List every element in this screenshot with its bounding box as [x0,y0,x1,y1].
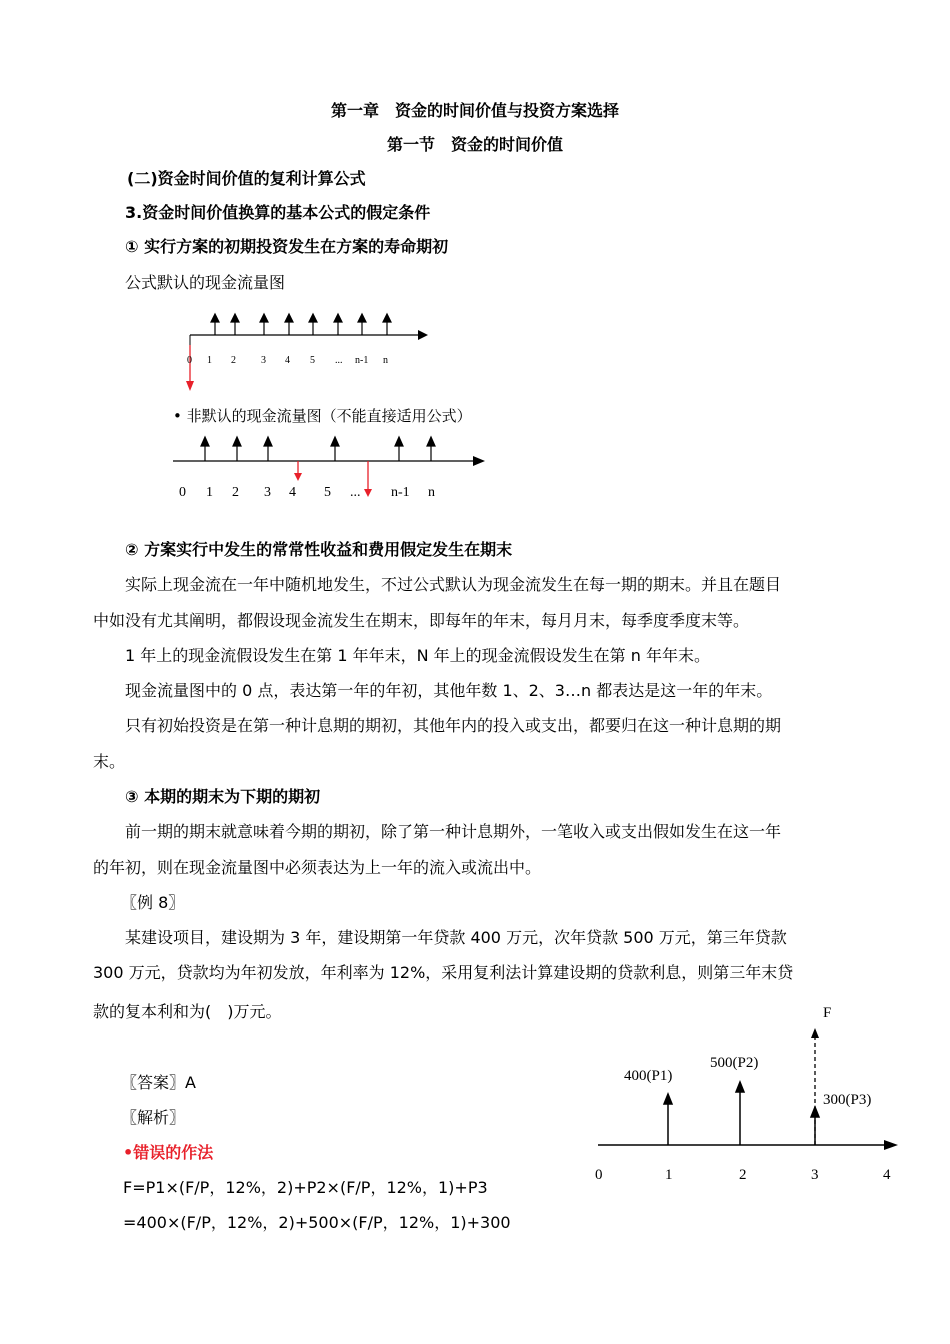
cash-flow-diagrams [165,305,505,505]
default-tick-label: 0 [187,355,192,366]
example-label: 〖例 8〗 [121,893,185,912]
example-up-arrows [664,1082,819,1145]
non-default-tick-label: 3 [264,485,271,500]
default-tick-label: ... [335,355,343,366]
chapter-title: 第一章 资金的时间价值与投资方案选择 [330,101,619,120]
default-tick-label: 5 [310,355,315,366]
default-tick-label: 3 [261,355,266,366]
item-3-heading: ③ 本期的期末为下期的期初 [125,787,321,806]
non-default-up-arrows [201,437,435,461]
future-value-label: F [823,1005,832,1021]
heading-assumption: 3.资金时间价值换算的基本公式的假定条件 [125,203,431,222]
formula-line-1: F=P1×(F/P，12%，2)+P2×(F/P，12%，1)+P3 [123,1178,488,1197]
non-default-axis-arrowhead [473,456,485,466]
non-default-caption: • 非默认的现金流量图（不能直接适用公式） [173,407,472,425]
non-default-tick-label: n-1 [391,485,410,500]
p2-label: 500(P2) [710,1055,759,1071]
para-2: 1 年上的现金流假设发生在第 1 年年末，N 年上的现金流假设发生在第 n 年年末。 [125,646,710,665]
para-5-line-2: 的年初，则在现金流量图中必须表达为上一年的流入或流出中。 [93,858,542,877]
default-tick-label: n-1 [355,355,369,366]
example-tick-label: 2 [739,1167,747,1183]
example-tick-label: 3 [811,1167,819,1183]
section-title: 第一节 资金的时间价值 [386,135,563,154]
non-default-tick-labels [179,485,435,500]
example-line-3: 款的复本利和为( )万元。 [93,1002,282,1021]
example-cash-flow-diagram [590,998,910,1198]
example-tick-label: 0 [595,1167,603,1183]
example-tick-label: 1 [665,1167,673,1183]
non-default-tick-label: 4 [289,485,296,500]
non-default-tick-label: 1 [206,485,213,500]
item-2-heading: ② 方案实行中发生的常常性收益和费用假定发生在期末 [125,540,513,559]
non-default-tick-label: n [428,485,435,500]
non-default-tick-label: 0 [179,485,186,500]
example-future-value-arrow [811,1028,819,1145]
default-tick-label: 2 [231,355,236,366]
example-axis-arrowhead [884,1140,898,1150]
heading-formula: (二)资金时间价值的复利计算公式 [127,169,366,188]
answer-label: 〖答案〗A [121,1073,196,1092]
non-default-tick-label: ... [350,485,361,500]
p3-label: 300(P3) [823,1092,872,1108]
para-5-line-1: 前一期的期末就意味着今期的期初，除了第一种计息期外，一笔收入或支出假如发生在这一年 [125,822,782,841]
default-up-arrows [211,314,391,335]
default-investment-arrow [186,345,194,391]
item-1-heading: ① 实行方案的初期投资发生在方案的寿命期初 [125,237,449,256]
example-tick-label: 4 [883,1167,891,1183]
para-1-line-2: 中如没有尤其阐明，都假设现金流发生在期末，即每年的年末，每月月末，每季度季度末等。 [93,611,750,630]
default-diagram-label: 公式默认的现金流量图 [125,273,286,292]
default-tick-label: 1 [207,355,212,366]
para-4-line-1: 只有初始投资是在第一种计息期的期初，其他年内的投入或支出，都要归在这一种计息期的期 [125,716,782,735]
default-axis-arrowhead [418,330,428,340]
para-1-line-1: 实际上现金流在一年中随机地发生，不过公式默认为现金流发生在每一期的期末。并且在题目 [125,575,782,594]
p1-label: 400(P1) [624,1068,673,1084]
default-tick-label: n [383,355,388,366]
default-tick-label: 4 [285,355,290,366]
analysis-label: 〖解析〗 [121,1108,186,1127]
non-default-tick-label: 2 [232,485,239,500]
non-default-tick-label: 5 [324,485,331,500]
para-4-line-2: 末。 [93,752,126,771]
wrong-method-label: •错误的作法 [123,1143,214,1162]
para-3: 现金流量图中的 0 点，表达第一年的年初，其他年数 1、2、3…n 都表达是这一年的年末。 [125,681,773,700]
formula-line-2: =400×(F/P，12%，2)+500×(F/P，12%，1)+300 [123,1213,511,1232]
default-tick-labels [187,355,388,366]
example-line-1: 某建设项目，建设期为 3 年，建设期第一年贷款 400 万元，次年贷款 500 万元，第三年贷款 [125,928,787,947]
example-line-2: 300 万元，贷款均为年初发放，年利率为 12%，采用复利法计算建设期的贷款利息，则第三年末贷 [93,963,794,982]
